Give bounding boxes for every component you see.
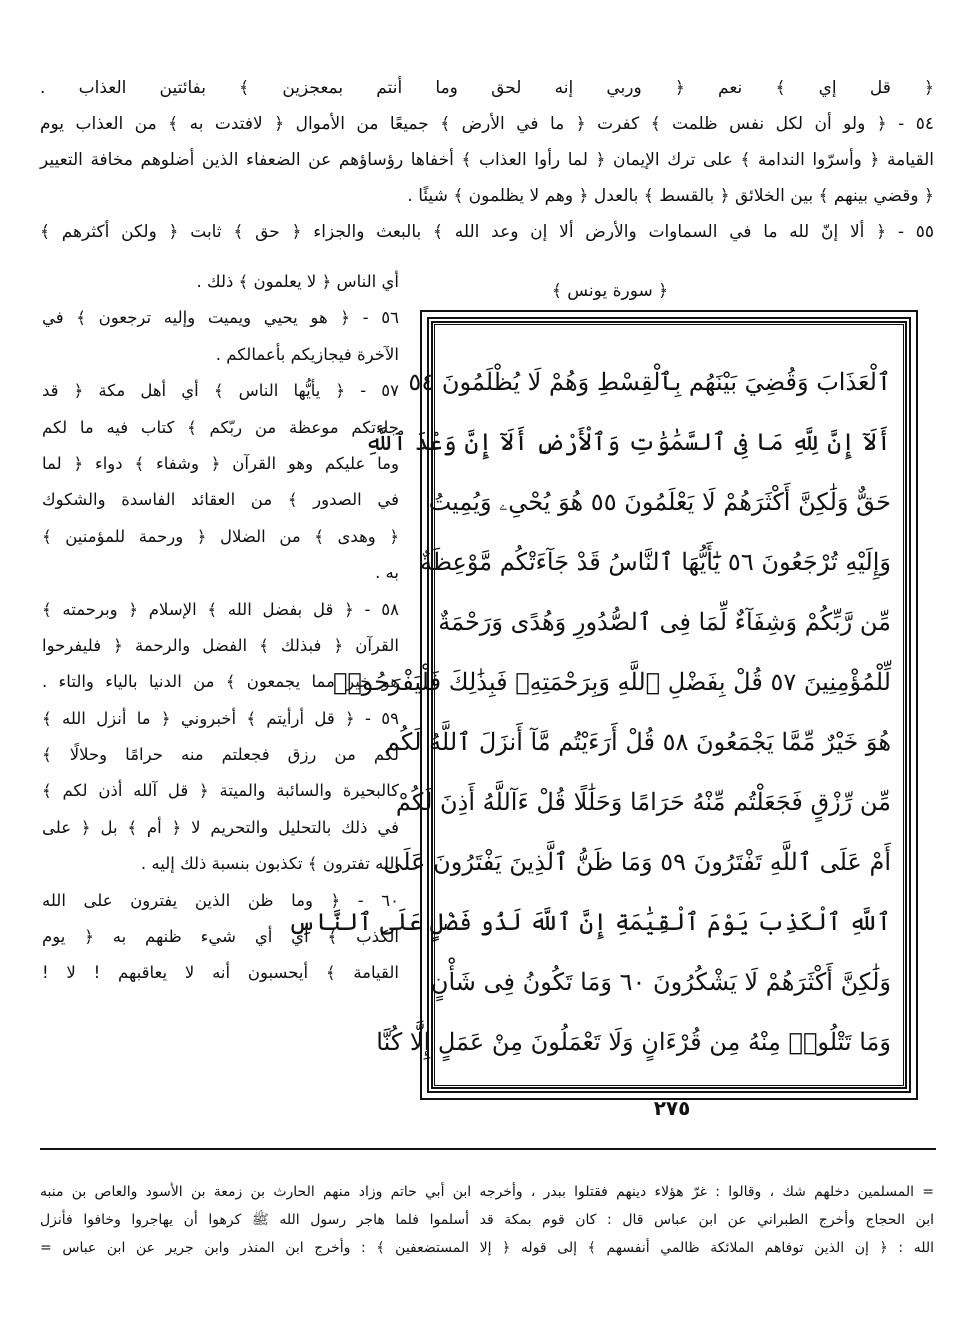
commentary-line: ٥٦ - ﴿ هو يحيي ويميت وإليه ترجعون ﴾ في	[42, 308, 399, 328]
commentary-line: ٥٨ - ﴿ قل بفضل الله ﴾ الإسلام ﴿ وبرحمته ﴾	[42, 599, 399, 619]
commentary-line: وما عليكم وهو القرآن ﴿ وشفاء ﴾ دواء ﴿ لما	[42, 453, 399, 473]
footnote-divider	[40, 1148, 936, 1150]
footnote-line: الله : ﴿ إن الذين توفاهم الملائكة ظالمي أنفسهم ﴾ إلى قوله ﴿ إلا المستضعفين ﴾ : وأخرج ابن المنذر وابن جرير عن ابن عباس =	[40, 1240, 934, 1256]
verse-line: أَلَآ إِنَّ لِلَّهِ مَا فِى ٱلسَّمَٰوَٰتِ وَٱلْأَرْضِ أَلَآ إِنَّ وَعْدَ ٱللَّهِ	[364, 428, 891, 456]
commentary-line: في الصدور ﴾ من العقائد الفاسدة والشكوك	[42, 490, 399, 510]
commentary-line: ٥٧ - ﴿ يأيُّها الناس ﴾ أي أهل مكة ﴿ قد	[42, 381, 399, 401]
commentary-line: ﴿ وهدى ﴾ من الضلال ﴿ ورحمة للمؤمنين ﴾	[42, 526, 399, 546]
verse-line: وَإِلَيْهِ تُرْجَعُونَ ٥٦ يَٰٓأَيُّهَا ٱلنَّاسُ قَدْ جَآءَتْكُم مَّوْعِظَةٌ	[419, 548, 891, 576]
verse-line: هُوَ خَيْرٌ مِّمَّا يَجْمَعُونَ ٥٨ قُلْ أَرَءَيْتُم مَّآ أَنزَلَ ٱللَّهُ لَكُم	[384, 728, 891, 756]
commentary-line: الكذب ﴾ أي أي شيء ظنهم به ﴿ يوم	[42, 927, 399, 947]
commentary-line: لكم من رزق فجعلتم منه حرامًا وحلالًا ﴾	[42, 745, 399, 765]
commentary-line: في ذلك بالتحليل والتحريم لا ﴿ أم ﴾ بل ﴿ على	[42, 817, 399, 837]
verse-line: وَمَا تَتْلُوا۟ مِنْهُ مِن قُرْءَانٍ وَلَا تَعْمَلُونَ مِنْ عَمَلٍ إِلَّا كُنَّا	[376, 1028, 891, 1056]
commentary-line: هو خير مما يجمعون ﴾ من الدنيا بالياء والتاء .	[42, 672, 399, 692]
commentary-line: الآخرة فيجازيكم بأعمالكم .	[215, 344, 399, 364]
verse-line: أَمْ عَلَى ٱللَّهِ تَفْتَرُونَ ٥٩ وَمَا ظَنُّ ٱلَّذِينَ يَفْتَرُونَ عَلَى	[383, 848, 891, 876]
verse-line: لِّلْمُؤْمِنِينَ ٥٧ قُلْ بِفَضْلِ ٱللَّهِ وَبِرَحْمَتِهِۦ فَبِذَٰلِكَ فَلْيَفْرَحُوا۟	[333, 668, 891, 696]
footnote-line: ابن الحجاج وأخرج الطبراني عن ابن عباس قال : كان قوم بمكة قد أسلموا فلما هاجر رسول الله ﷺ كرهوا أن يهاجروا وخافوا فأنزل	[40, 1212, 934, 1228]
commentary-line: به .	[375, 563, 399, 583]
verse-line: حَقٌّ وَلَٰكِنَّ أَكْثَرَهُمْ لَا يَعْلَمُونَ ٥٥ هُوَ يُحْىِۦ وَيُمِيتُ	[428, 488, 891, 516]
commentary-line: ٥٤ - ﴿ ولو أن لكل نفس ظلمت ﴾ كفرت ﴿ ما في الأرض ﴾ جميعًا من الأموال ﴿ لافتدت به ﴾ من العذاب يوم	[40, 114, 934, 134]
commentary-line: القرآن ﴿ فبذلك ﴾ الفضل والرحمة ﴿ فليفرحوا	[42, 635, 399, 655]
commentary-line: القيامة ﴿ وأسرّوا الندامة ﴾ على ترك الإيمان ﴿ لما رأوا العذاب ﴾ أخفاها رؤساؤهم عن الضعفاء الذين أضلوهم مخافة التعيير	[40, 150, 934, 170]
commentary-line: كالبحيرة والسائبة والميتة ﴿ قل آلله أذن لكم ﴾	[42, 781, 399, 801]
commentary-line: أي الناس ﴿ لا يعلمون ﴾ ذلك .	[196, 272, 399, 291]
verse-line: وَلَٰكِنَّ أَكْثَرَهُمْ لَا يَشْكُرُونَ ٦٠ وَمَا تَكُونُ فِى شَأْنٍ	[430, 968, 891, 996]
commentary-line: ﴿ قل إي ﴾ نعم ﴿ وربي إنه لحق وما أنتم بمعجزين ﴾ بفائتين العذاب .	[40, 78, 934, 98]
commentary-line: القيامة ﴾ أيحسبون أنه لا يعاقبهم ! لا !	[42, 963, 399, 983]
verse-line: مِّن رَّبِّكُمْ وَشِفَآءٌ لِّمَا فِى ٱلصُّدُورِ وَهُدًى وَرَحْمَةٌ	[438, 608, 891, 636]
commentary-line: ﴿ وقضي بينهم ﴾ بين الخلائق ﴿ بالقسط ﴾ بالعدل ﴿ وهم لا يظلمون ﴾ شيئًا .	[407, 186, 934, 206]
commentary-line: ٦٠ - ﴿ وما ظن الذين يفترون على الله	[42, 890, 399, 910]
side-commentary	[42, 264, 399, 992]
page-number: ٢٧٥	[653, 1096, 691, 1120]
verse-line: مِّن رِّزْقٍ فَجَعَلْتُم مِّنْهُ حَرَامًا وَحَلَٰلًا قُلْ ءَآللَّهُ أَذِنَ لَكُمْ	[395, 788, 891, 816]
commentary-line: ٥٩ - ﴿ قل أرأيتم ﴾ أخبروني ﴿ ما أنزل الله ﴾	[42, 708, 399, 728]
verse-line: ٱلْعَذَابَ وَقُضِيَ بَيْنَهُم بِٱلْقِسْطِ وَهُمْ لَا يُظْلَمُونَ ٥٤	[408, 368, 891, 396]
commentary-line: جاءتكم موعظة من ربّكم ﴾ كتاب فيه ما لكم	[42, 417, 399, 437]
footnotes	[40, 1178, 934, 1262]
footnote-line: = المسلمين دخلهم شك ، وقالوا : غرّ هؤلاء دينهم فقتلوا ببدر ، وأخرجه ابن أبي حاتم وزاد منهم الحارث بن زمعة بن الأسود والعاص بن منبه	[40, 1184, 934, 1200]
commentary-line: الله تفترون ﴾ تكذبون بنسبة ذلك إليه .	[140, 854, 399, 874]
surah-title: ﴿ سورة يونس ﴾	[551, 281, 669, 301]
top-commentary	[40, 70, 934, 250]
commentary-line: ٥٥ - ﴿ ألا إنّ لله ما في السماوات والأرض ألا إن وعد الله ﴾ بالبعث والجزاء ﴿ حق ﴾ ثابت ﴿ ولكن أكثرهم ﴾	[40, 222, 934, 242]
verse-line: ٱللَّهِ ٱلْكَذِبَ يَوْمَ ٱلْقِيَٰمَةِ إِنَّ ٱللَّهَ لَذُو فَضْلٍ عَلَى ٱلنَّاسِ	[287, 908, 891, 936]
